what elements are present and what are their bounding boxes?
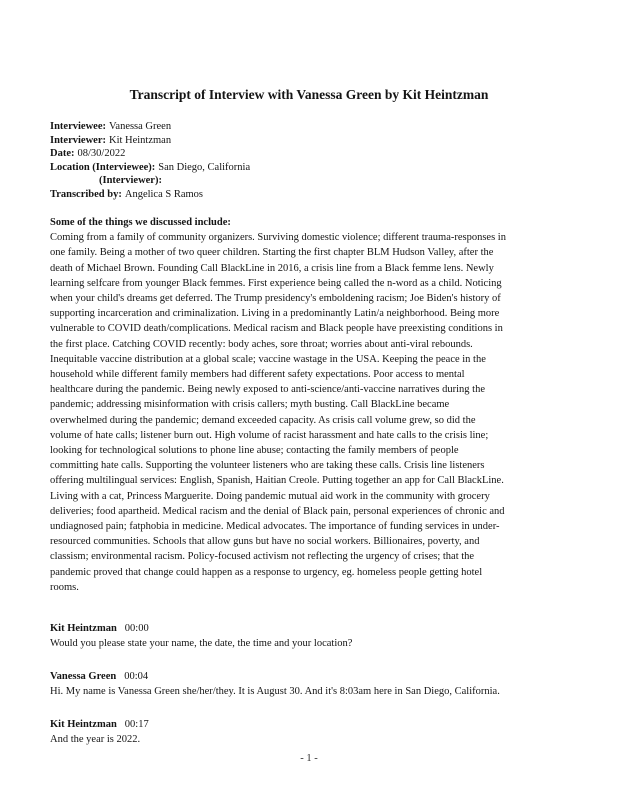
metadata-label: Interviewee: — [50, 121, 106, 132]
discussion-summary — [50, 215, 568, 595]
summary-line: the first place. Catching COVID recently: body aches, sore throat; worries about anti-viral rebounds. — [50, 338, 473, 350]
metadata-label: (Interviewer): — [99, 175, 162, 186]
metadata-label: Location (Interviewee): — [50, 161, 156, 173]
page-number: - 1 - — [300, 753, 318, 764]
summary-line: looking for technological solutions to phone line abuse; contacting the family members of people — [50, 445, 459, 457]
summary-line: when your child's dreams get deferred. The Trump presidency's emboldening racism; Joe Biden's history of — [50, 293, 501, 305]
summary-line: pandemic; addressing misinformation with crisis callers; myth busting. Call BlackLine became — [50, 399, 450, 411]
summary-line: rooms. — [50, 581, 79, 593]
document-title: Transcript of Interview with Vanessa Green by Kit Heintzman — [129, 87, 489, 102]
summary-line: offering multilingual services: English, Spanish, Haitian Creole. Putting together an app for Call BlackLine. — [50, 475, 504, 487]
dialogue-text: Hi. My name is Vanessa Green she/her/they. It is August 30. And it's 8:03am here in San Diego, California. — [50, 686, 500, 698]
summary-line: resourced communities. Schools that allow guns but have no social workers. Billionaires, poverty, and — [50, 536, 480, 548]
metadata-label: Date: — [50, 148, 75, 159]
summary-line: healthcare during the pandemic. Being newly exposed to anti-science/anti-vaccine narratives during the — [50, 384, 485, 396]
summary-line: classism; environmental racism. Policy-focused activism not reflecting the urgency of crises; that the — [50, 551, 475, 563]
metadata-label: Transcribed by: — [50, 188, 122, 200]
summary-line: Living with a cat, Princess Marguerite. Doing pandemic mutual aid work in the community with grocery — [50, 490, 490, 502]
summary-line: one family. Being a mother of two queer children. Starting the first chapter BLM Hudson Valley, after the — [50, 247, 494, 259]
summary-line: committing hate calls. Supporting the volunteer listeners who are taking these calls. Crisis line listeners — [50, 460, 485, 472]
metadata-row-location-interviewer — [50, 174, 568, 188]
summary-line: overwhelmed during the pandemic; demand exceeded capacity. As crisis call volume grew, so did the — [50, 414, 476, 426]
speaker-line — [50, 717, 568, 732]
speaker-timestamp: 00:00 — [124, 623, 149, 635]
summary-line: learning selfcare from younger Black femmes. First experience being called the n-word as a child. Noticing — [50, 277, 502, 289]
speaker-name: Vanessa Green — [50, 670, 117, 682]
metadata-value: San Diego, California — [158, 161, 251, 173]
summary-line: death of Michael Brown. Founding Call BlackLine in 2016, a crisis line from a Black femme lens. Newly — [50, 262, 494, 274]
dialogue-entry — [50, 717, 568, 748]
speaker-line — [50, 669, 568, 684]
dialogue-text: Would you please state your name, the date, the time and your location? — [50, 638, 353, 650]
metadata-value: Angelica S Ramos — [124, 188, 204, 200]
speaker-timestamp: 00:04 — [124, 670, 149, 682]
dialogue-entry — [50, 621, 568, 652]
metadata-row-date — [50, 147, 568, 161]
metadata-value: Kit Heintzman — [108, 134, 172, 146]
metadata-row-location-interviewee — [50, 161, 568, 175]
summary-line: deliveries; food apartheid. Medical racism and the denial of Black pain, personal experiences of chronic and — [50, 505, 505, 517]
summary-line: undiagnosed pain; fatphobia in medicine. Medical advocates. The importance of funding services in under- — [50, 521, 500, 533]
summary-line: volume of hate calls; listener burn out. High volume of racist harassment and hate calls to the crisis line; — [50, 429, 489, 441]
summary-line: pandemic proved that change could happen as a response to urgency, eg. homeless people getting hotel — [50, 566, 483, 578]
speaker-line — [50, 621, 568, 636]
summary-line: household while different family members had different safety expectations. Poor access to mental — [50, 369, 465, 381]
metadata-block — [50, 120, 568, 201]
speaker-name: Kit Heintzman — [50, 623, 117, 635]
summary-line: Inequitable vaccine distribution at a global scale; vaccine wastage in the USA. Keeping the peace in the — [50, 353, 486, 365]
dialogue-entry — [50, 669, 568, 700]
metadata-label: Interviewer: — [50, 134, 106, 146]
speaker-name: Kit Heintzman — [50, 718, 117, 730]
summary-heading: Some of the things we discussed include: — [50, 217, 231, 228]
metadata-row-interviewer — [50, 134, 568, 148]
summary-line: Coming from a family of community organizers. Surviving domestic violence; different trauma-responses in — [50, 232, 506, 244]
metadata-row-transcribed-by — [50, 188, 568, 202]
summary-line: supporting incarceration and criminalization. Living in a predominantly Latin/a neighborhood. Being more — [50, 308, 500, 320]
dialogue-text: And the year is 2022. — [50, 734, 141, 746]
metadata-value: Vanessa Green — [108, 121, 172, 132]
metadata-value: 08/30/2022 — [77, 148, 126, 159]
metadata-row-interviewee — [50, 120, 568, 134]
summary-line: vulnerable to COVID death/complications. Medical racism and Black people have preexisting conditions in — [50, 323, 503, 335]
speaker-timestamp: 00:17 — [124, 718, 149, 730]
